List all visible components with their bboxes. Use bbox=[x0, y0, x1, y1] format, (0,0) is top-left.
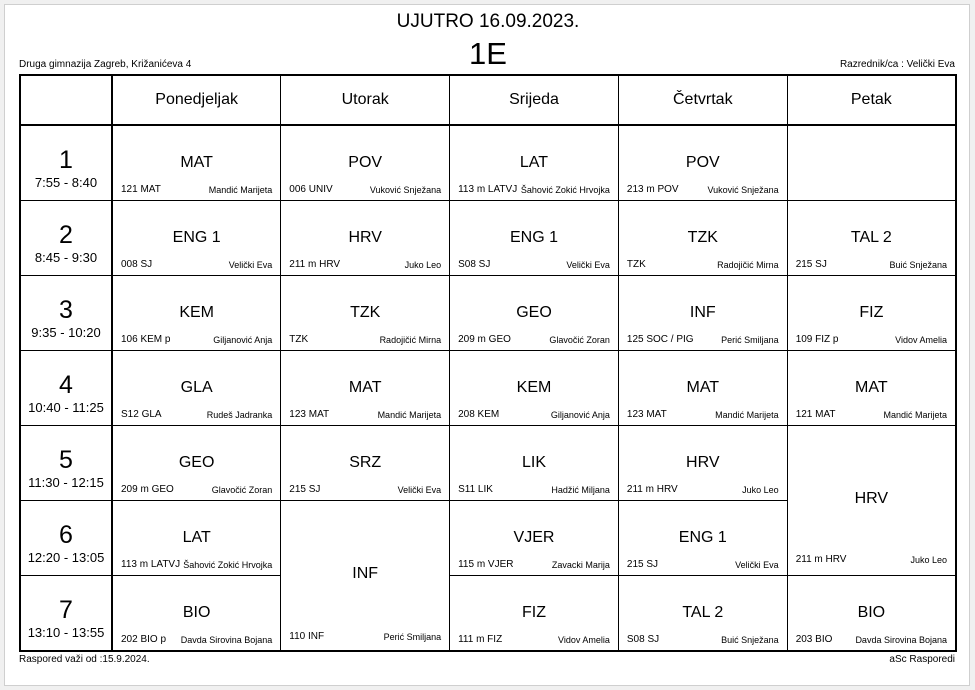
lesson-teacher: Giljanović Anja bbox=[213, 335, 273, 345]
lesson-room: S08 SJ bbox=[626, 634, 660, 645]
lesson-cell bbox=[450, 201, 619, 276]
lesson-cell bbox=[787, 276, 956, 351]
lesson-cell bbox=[618, 201, 787, 276]
lesson-room: 215 SJ bbox=[289, 484, 321, 495]
timetable-sheet bbox=[4, 4, 970, 686]
period-row-7 bbox=[20, 576, 956, 652]
period-label bbox=[20, 576, 112, 652]
lesson-subject: POV bbox=[685, 154, 720, 171]
lesson-teacher: Perić Smiljana bbox=[383, 632, 442, 642]
lesson-teacher: Velički Eva bbox=[228, 260, 273, 270]
lesson-cell bbox=[281, 351, 450, 426]
period-row-2 bbox=[20, 201, 956, 276]
lesson-room: 125 SOC / PIG bbox=[626, 334, 694, 345]
lesson-room: 110 INF bbox=[289, 631, 325, 642]
lesson-cell bbox=[787, 576, 956, 652]
lesson-cell bbox=[112, 351, 281, 426]
lesson-subject: LIK bbox=[521, 454, 546, 471]
period-number: 4 bbox=[59, 371, 73, 399]
lesson-room: 006 UNIV bbox=[289, 184, 333, 195]
period-row-4 bbox=[20, 351, 956, 426]
timetable-grid bbox=[19, 74, 957, 652]
lesson-teacher: Giljanović Anja bbox=[550, 410, 610, 420]
lesson-subject: MAT bbox=[686, 379, 720, 396]
period-time: 12:20 - 13:05 bbox=[27, 550, 105, 565]
lesson-cell bbox=[618, 351, 787, 426]
lesson-teacher: Juko Leo bbox=[404, 260, 442, 270]
lesson-subject: SRZ bbox=[349, 454, 382, 471]
lesson-subject: GLA bbox=[180, 379, 213, 396]
lesson-subject: BIO bbox=[857, 604, 886, 621]
period-time: 7:55 - 8:40 bbox=[34, 175, 98, 190]
day-header-wednesday: Srijeda bbox=[450, 75, 619, 125]
lesson-room: 113 m LATVJ bbox=[121, 559, 181, 570]
lesson-cell bbox=[112, 125, 281, 201]
period-time: 11:30 - 12:15 bbox=[28, 475, 104, 490]
lesson-teacher: Hadžić Miljana bbox=[551, 485, 610, 495]
period-label bbox=[20, 501, 112, 576]
lesson-teacher: Perić Smiljana bbox=[721, 335, 779, 345]
lesson-room: 211 m HRV bbox=[795, 554, 847, 565]
lesson-subject: ENG 1 bbox=[678, 529, 727, 546]
lesson-subject: KEM bbox=[516, 379, 552, 396]
lesson-teacher: Mandić Marijeta bbox=[715, 410, 779, 420]
period-row-3 bbox=[20, 276, 956, 351]
lesson-room: 123 MAT bbox=[289, 409, 330, 420]
period-number: 2 bbox=[59, 221, 73, 249]
lesson-room: 106 KEM p bbox=[121, 334, 171, 345]
lesson-subject: INF bbox=[689, 304, 716, 321]
lesson-subject: FIZ bbox=[859, 304, 884, 321]
lesson-subject: MAT bbox=[855, 379, 888, 396]
lesson-teacher: Mandić Marijeta bbox=[377, 410, 442, 420]
lesson-cell bbox=[450, 426, 619, 501]
lesson-subject: TAL 2 bbox=[850, 229, 892, 246]
lesson-subject: ENG 1 bbox=[172, 229, 221, 246]
lesson-subject: INF bbox=[352, 565, 379, 582]
class-name-title: 1E bbox=[469, 36, 507, 71]
validity-note: Raspored važi od :15.9.2024. bbox=[19, 654, 150, 665]
lesson-subject: ENG 1 bbox=[509, 229, 558, 246]
lesson-room: 202 BIO p bbox=[121, 634, 167, 645]
lesson-room: 115 m VJER bbox=[458, 559, 514, 570]
lesson-subject: GEO bbox=[178, 454, 215, 471]
lesson-teacher: Glavočić Zoran bbox=[549, 335, 610, 345]
lesson-cell bbox=[787, 351, 956, 426]
day-header-monday: Ponedjeljak bbox=[112, 75, 281, 125]
corner-cell bbox=[20, 75, 112, 125]
lesson-room: 121 MAT bbox=[795, 409, 836, 420]
shift-date-title: UJUTRO 16.09.2023. bbox=[396, 11, 580, 32]
period-label bbox=[20, 125, 112, 201]
lesson-room: 123 MAT bbox=[626, 409, 667, 420]
lesson-subject: TZK bbox=[350, 304, 381, 321]
double-lesson-cell bbox=[281, 501, 450, 652]
lesson-cell bbox=[450, 125, 619, 201]
day-header-friday: Petak bbox=[787, 75, 956, 125]
lesson-room: S08 SJ bbox=[458, 259, 491, 270]
lesson-cell bbox=[112, 426, 281, 501]
period-number: 6 bbox=[59, 521, 73, 549]
period-number: 1 bbox=[59, 146, 73, 174]
empty-lesson-cell bbox=[787, 125, 956, 201]
lesson-subject: FIZ bbox=[521, 604, 546, 621]
school-name: Druga gimnazija Zagreb, Križanićeva 4 bbox=[19, 59, 192, 70]
lesson-room: 213 m POV bbox=[626, 184, 679, 195]
lesson-cell bbox=[618, 125, 787, 201]
lesson-subject: POV bbox=[348, 154, 383, 171]
lesson-cell bbox=[112, 501, 281, 576]
lesson-cell bbox=[281, 125, 450, 201]
lesson-subject: LAT bbox=[182, 529, 211, 546]
lesson-teacher: Velički Eva bbox=[397, 485, 442, 495]
double-lesson-cell bbox=[787, 426, 956, 576]
lesson-teacher: Vidov Amelia bbox=[895, 335, 947, 345]
lesson-teacher: Vuković Snježana bbox=[707, 185, 779, 195]
lesson-subject: VJER bbox=[513, 529, 555, 546]
lesson-cell bbox=[281, 426, 450, 501]
lesson-subject: KEM bbox=[179, 304, 214, 321]
lesson-cell bbox=[281, 276, 450, 351]
lesson-teacher: Vidov Amelia bbox=[558, 635, 610, 645]
lesson-cell bbox=[618, 576, 787, 652]
lesson-room: 215 SJ bbox=[626, 559, 659, 570]
period-row-1 bbox=[20, 125, 956, 201]
lesson-teacher: Glavočić Zoran bbox=[211, 485, 273, 495]
lesson-subject: HRV bbox=[686, 454, 720, 471]
lesson-cell bbox=[450, 576, 619, 652]
lesson-cell bbox=[450, 351, 619, 426]
lesson-teacher: Velički Eva bbox=[566, 260, 610, 270]
lesson-room: 109 FIZ p bbox=[795, 334, 839, 345]
lesson-room: 008 SJ bbox=[121, 259, 153, 270]
period-row-5 bbox=[20, 426, 956, 501]
lesson-teacher: Juko Leo bbox=[742, 485, 779, 495]
lesson-room: TZK bbox=[289, 334, 309, 345]
lesson-cell bbox=[450, 501, 619, 576]
lesson-subject: LAT bbox=[519, 154, 549, 171]
lesson-subject: TAL 2 bbox=[682, 604, 724, 621]
lesson-cell bbox=[618, 276, 787, 351]
period-time: 9:35 - 10:20 bbox=[31, 325, 101, 340]
lesson-room: 121 MAT bbox=[121, 184, 161, 195]
lesson-room: TZK bbox=[626, 259, 646, 270]
period-time: 13:10 - 13:55 bbox=[27, 625, 105, 640]
lesson-subject: MAT bbox=[180, 154, 213, 171]
period-label bbox=[20, 276, 112, 351]
lesson-teacher: Mandić Marijeta bbox=[208, 185, 273, 195]
day-header-row bbox=[20, 75, 956, 125]
lesson-teacher: Rudeš Jadranka bbox=[206, 410, 273, 420]
lesson-teacher: Buić Snježana bbox=[721, 635, 779, 645]
lesson-subject: MAT bbox=[348, 379, 382, 396]
lesson-subject: GEO bbox=[516, 304, 552, 321]
lesson-teacher: Radojičić Mirna bbox=[717, 260, 779, 270]
lesson-cell bbox=[112, 576, 281, 652]
lesson-cell bbox=[112, 276, 281, 351]
lesson-room: 209 m GEO bbox=[121, 484, 174, 495]
day-header-tuesday: Utorak bbox=[281, 75, 450, 125]
lesson-cell bbox=[112, 201, 281, 276]
lesson-teacher: Davda Sirovina Bojana bbox=[855, 635, 947, 645]
lesson-teacher: Davda Sirovina Bojana bbox=[180, 635, 273, 645]
period-number: 7 bbox=[59, 596, 73, 624]
period-time: 8:45 - 9:30 bbox=[34, 250, 98, 265]
lesson-teacher: Mandić Marijeta bbox=[883, 410, 947, 420]
lesson-room: 215 SJ bbox=[795, 259, 827, 270]
lesson-room: 113 m LATVJ bbox=[458, 184, 518, 195]
lesson-subject: HRV bbox=[348, 229, 382, 246]
lesson-room: S11 LIK bbox=[458, 484, 493, 495]
lesson-room: 211 m HRV bbox=[289, 259, 341, 270]
day-header-thursday: Četvrtak bbox=[618, 75, 787, 125]
lesson-room: 211 m HRV bbox=[626, 484, 678, 495]
class-teacher: Razrednik/ca : Velički Eva bbox=[839, 59, 955, 70]
lesson-teacher: Zavacki Marija bbox=[551, 560, 610, 570]
lesson-subject: BIO bbox=[182, 604, 211, 621]
lesson-cell bbox=[618, 501, 787, 576]
period-label bbox=[20, 201, 112, 276]
software-credit: aSc Rasporedi bbox=[889, 654, 955, 665]
lesson-subject: HRV bbox=[854, 490, 889, 507]
lesson-room: 209 m GEO bbox=[458, 334, 511, 345]
period-time: 10:40 - 11:25 bbox=[28, 400, 104, 415]
period-label bbox=[20, 426, 112, 501]
lesson-room: S12 GLA bbox=[121, 409, 162, 420]
lesson-cell bbox=[618, 426, 787, 501]
period-number: 3 bbox=[59, 296, 73, 324]
lesson-teacher: Šahović Zokić Hrvojka bbox=[183, 560, 273, 570]
lesson-cell bbox=[787, 201, 956, 276]
lesson-teacher: Šahović Zokić Hrvojka bbox=[520, 185, 610, 195]
lesson-room: 111 m FIZ bbox=[458, 634, 503, 645]
lesson-room: 203 BIO bbox=[795, 634, 833, 645]
lesson-teacher: Buić Snježana bbox=[889, 260, 947, 270]
period-number: 5 bbox=[59, 446, 73, 474]
lesson-teacher: Juko Leo bbox=[910, 555, 947, 565]
lesson-teacher: Radojičić Mirna bbox=[379, 335, 442, 345]
lesson-cell bbox=[450, 276, 619, 351]
lesson-teacher: Vuković Snježana bbox=[369, 185, 442, 195]
lesson-cell bbox=[281, 201, 450, 276]
lesson-room: 208 KEM bbox=[458, 409, 500, 420]
lesson-subject: TZK bbox=[687, 229, 718, 246]
period-label bbox=[20, 351, 112, 426]
lesson-teacher: Velički Eva bbox=[735, 560, 779, 570]
